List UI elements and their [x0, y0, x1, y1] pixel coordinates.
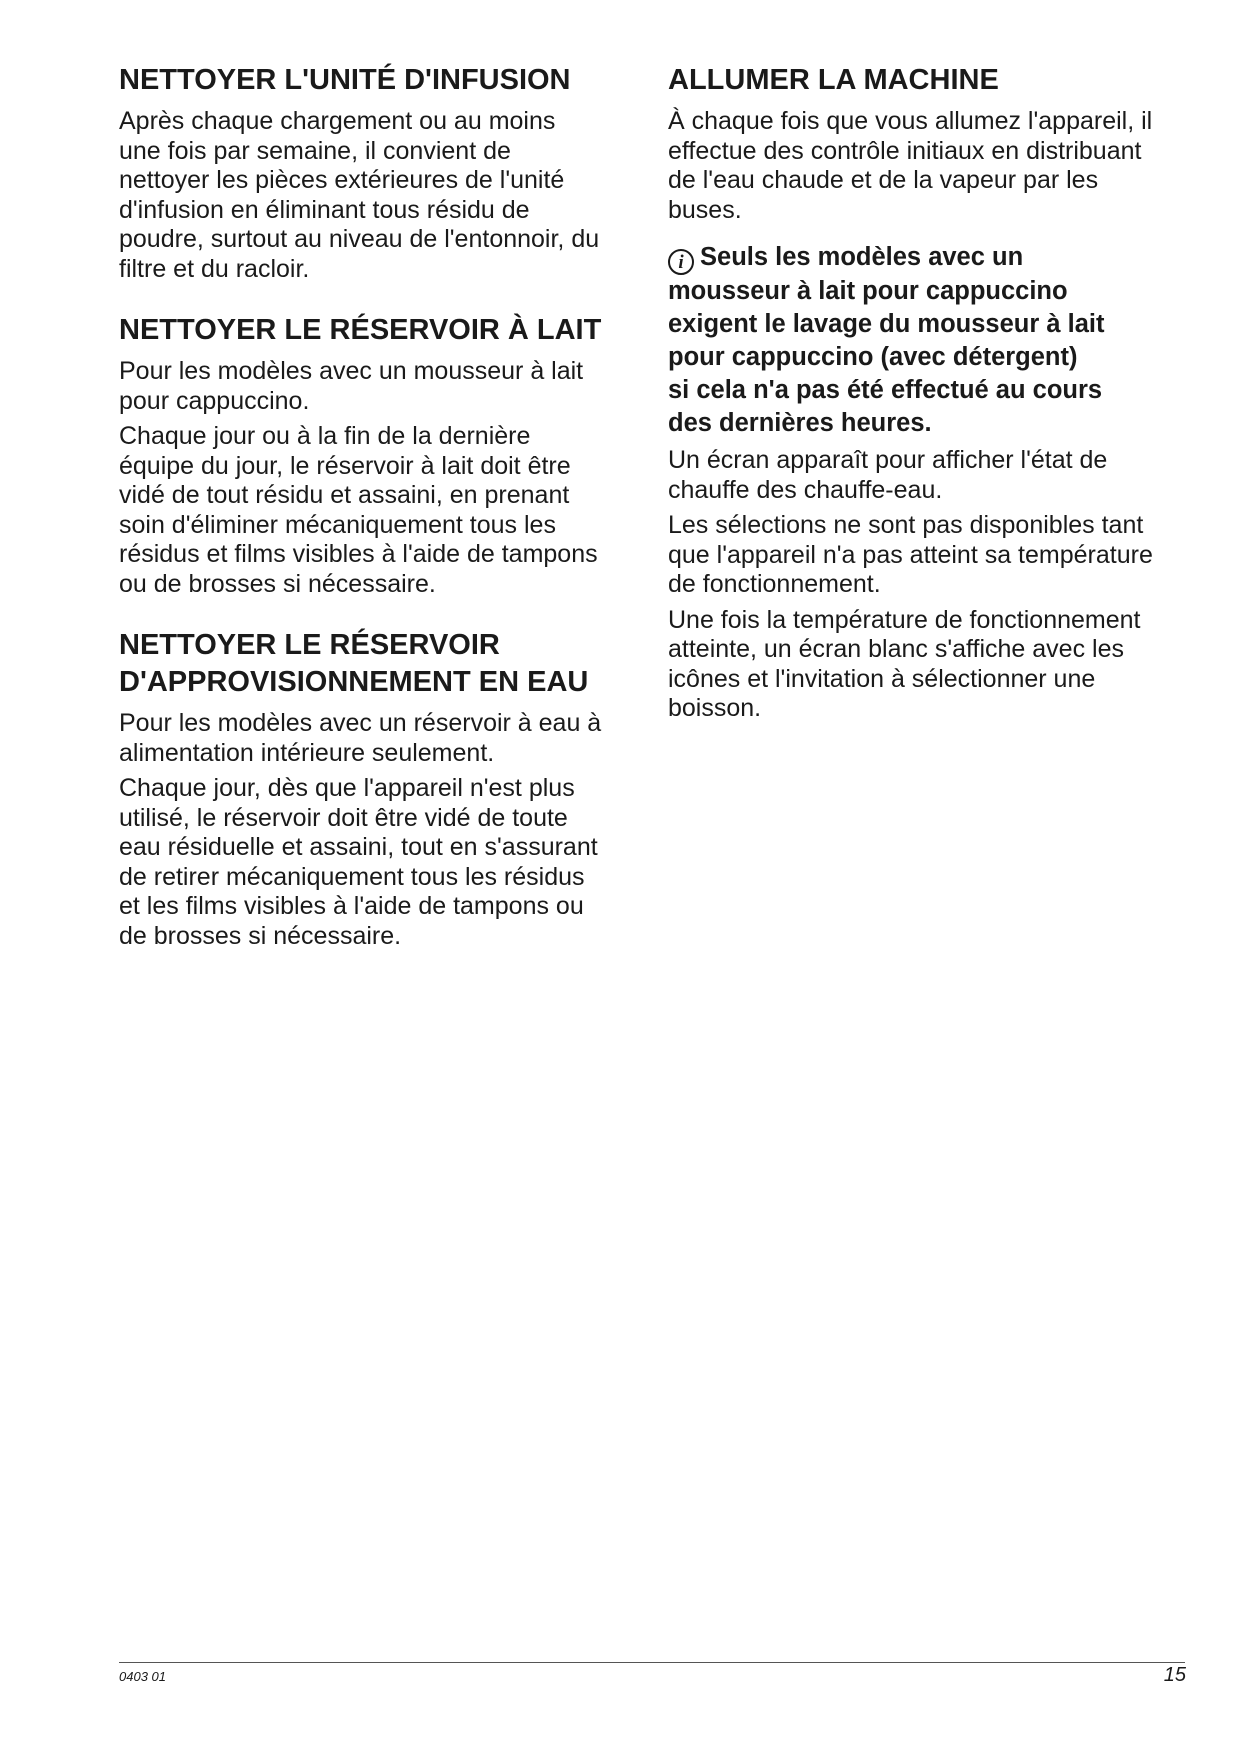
heading-milk-tank: NETTOYER LE RÉSERVOIR À LAIT — [119, 314, 602, 346]
heading-water-tank: NETTOYER LE RÉSERVOIR D'APPROVISIONNEMENT EN EAU — [119, 629, 589, 698]
heading-infusion: NETTOYER L'UNITÉ D'INFUSION — [119, 64, 571, 96]
para-selections: Les sélections ne sont pas disponibles tant que l'appareil n'a pas atteint sa température de fonctionnement. — [668, 511, 1153, 598]
heading-power-on: ALLUMER LA MACHINE — [668, 64, 999, 96]
section-milk-tank — [119, 312, 639, 599]
para-ready: Une fois la température de fonctionnement atteinte, un écran blanc s'affiche avec les icônes et l'invitation à sélectionner une boisson. — [668, 605, 1141, 722]
para-milk-daily: Chaque jour ou à la fin de la dernière équipe du jour, le réservoir à lait doit être vidé de tout résidu et assaini, en prenant soin d'éliminer mécaniquement tous les résidus et films visibles à l'aide de tampons ou de brosses si nécessaire. — [119, 422, 598, 598]
para-infusion: Après chaque chargement ou au moins une fois par semaine, il convient de nettoyer les pièces extérieures de l'unité d'infusion en éliminant tous résidu de poudre, surtout au niveau de l'entonnoir, du filtre et du racloir. — [119, 107, 600, 283]
para-water-models: Pour les modèles avec un réservoir à eau à alimentation intérieure seulement. — [119, 709, 602, 767]
right-column — [668, 62, 1188, 752]
section-power-on — [668, 62, 1188, 724]
section-water-tank — [119, 627, 639, 951]
left-column — [119, 62, 639, 979]
footer-code: 0403 01 — [119, 1669, 166, 1684]
info-icon: i — [668, 249, 694, 275]
section-infusion — [119, 62, 639, 284]
para-heating-screen: Un écran apparaît pour afficher l'état de chauffe des chauffe-eau. — [668, 446, 1108, 504]
para-water-daily: Chaque jour, dès que l'appareil n'est plus utilisé, le réservoir doit être vidé de toute eau résiduelle et assaini, tout en s'assurant de retirer mécaniquement tous les résidus et les films visibles à l'aide de tampons ou de brosses si nécessaire. — [119, 774, 598, 950]
footer-divider — [119, 1662, 1185, 1663]
para-power-on: À chaque fois que vous allumez l'appareil, il effectue des contrôle initiaux en distribuant de l'eau chaude et de la vapeur par les buses. — [668, 107, 1153, 224]
page-number: 15 — [1163, 1664, 1186, 1686]
note-cappuccino: i Seuls les modèles avec un mousseur à lait pour cappuccino exigent le lavage du mousseur à lait pour cappuccino (avec détergent) si cela n'a pas été effectué au cours des dernières heures. — [668, 243, 1105, 437]
para-milk-models: Pour les modèles avec un mousseur à lait pour cappuccino. — [119, 357, 584, 415]
